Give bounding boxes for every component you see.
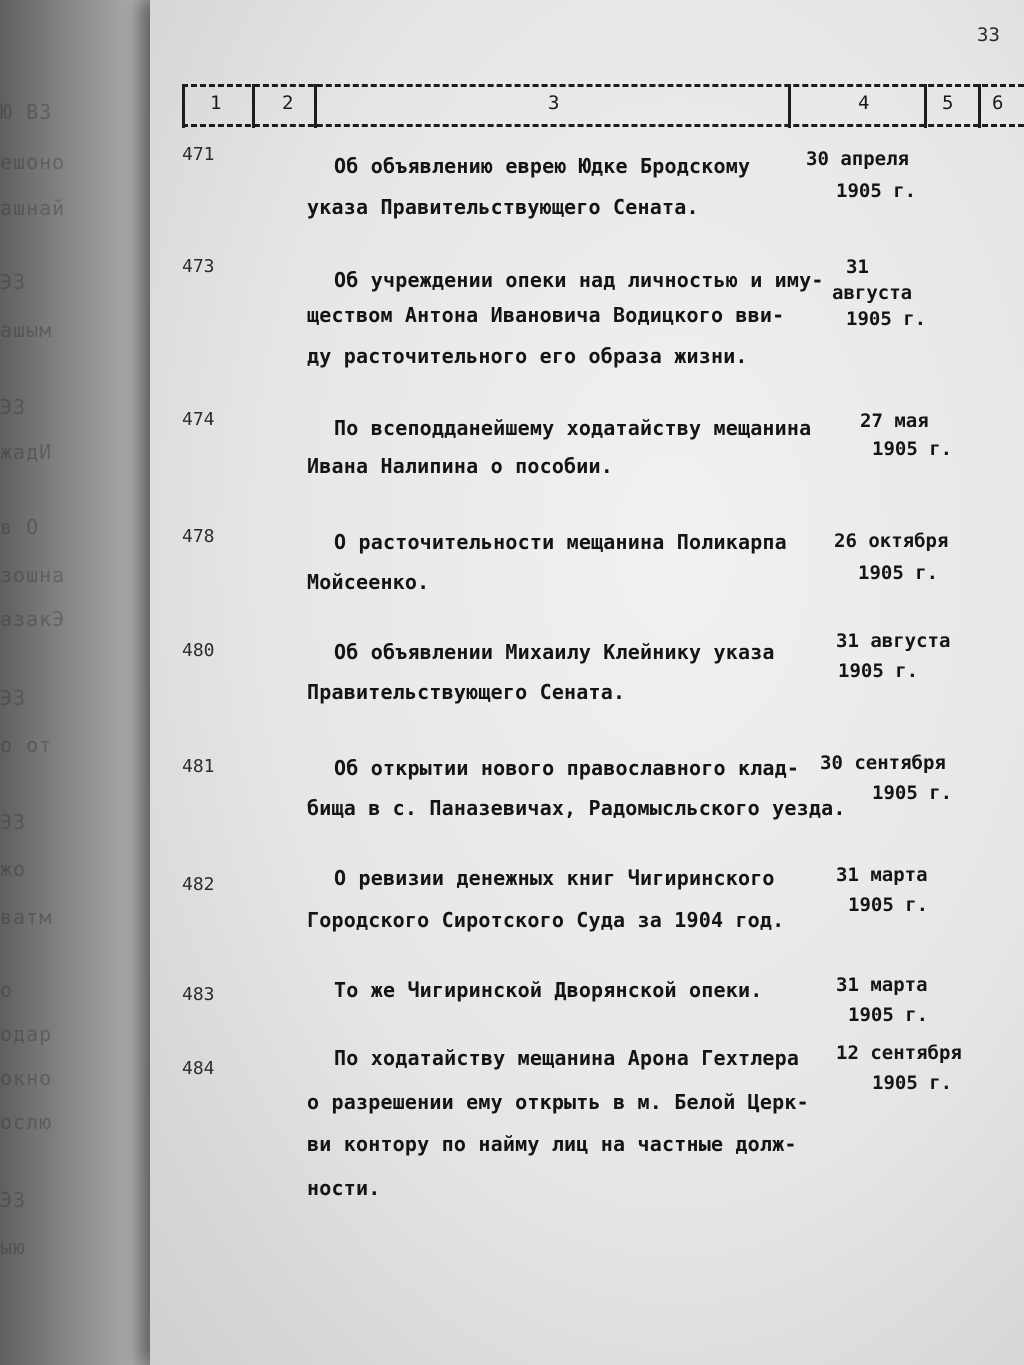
bleed-through-text: жо bbox=[0, 857, 27, 881]
entry-date: 31 августа bbox=[836, 630, 951, 652]
bleed-through-text: ЭЗ bbox=[0, 395, 27, 419]
entry-date: 27 мая bbox=[860, 410, 929, 432]
column-header-4: 4 bbox=[858, 92, 870, 114]
entry-title-line: О расточительности мещанина Поликарпа bbox=[334, 530, 787, 554]
entry-date: 31 bbox=[846, 256, 869, 278]
header-divider bbox=[978, 84, 981, 128]
header-divider bbox=[182, 84, 185, 128]
column-header-6: 6 bbox=[992, 92, 1004, 114]
bleed-through-text: жадИ bbox=[0, 440, 53, 464]
column-header-3: 3 bbox=[548, 92, 560, 114]
entry-title-line: ности. bbox=[307, 1176, 381, 1200]
bleed-through-text: Ю ВЗ bbox=[0, 100, 53, 124]
bleed-through-text: ослю bbox=[0, 1110, 53, 1134]
entry-number: 483 bbox=[182, 984, 215, 1005]
entry-title-line: Об объявлению еврею Юдке Бродскому bbox=[334, 154, 751, 178]
entry-date: 1905 г. bbox=[872, 782, 953, 804]
entry-date: 1905 г. bbox=[858, 562, 939, 584]
header-divider bbox=[788, 84, 791, 128]
entry-date: 1905 г. bbox=[848, 1004, 929, 1026]
entry-number: 478 bbox=[182, 526, 215, 547]
bleed-through-text: о от bbox=[0, 733, 53, 757]
entry-title-line: То же Чигиринской Дворянской опеки. bbox=[334, 978, 763, 1002]
bleed-through-text: ыю bbox=[0, 1235, 27, 1259]
entry-date: 1905 г. bbox=[836, 180, 917, 202]
entry-date: 31 марта bbox=[836, 864, 928, 886]
bleed-through-text: ЭЗ bbox=[0, 810, 27, 834]
bleed-through-text: ЭЗ bbox=[0, 1188, 27, 1212]
entry-title-line: ви контору по найму лиц на частные долж- bbox=[307, 1132, 797, 1156]
header-divider bbox=[252, 84, 255, 128]
entry-number: 480 bbox=[182, 640, 215, 661]
bleed-through-text: ашнай bbox=[0, 196, 66, 220]
entry-title-line: Городского Сиротского Суда за 1904 год. bbox=[307, 908, 785, 932]
entry-title-line: ществом Антона Ивановича Водицкого вви- bbox=[307, 303, 785, 327]
bleed-through-text: ЭЗ bbox=[0, 270, 27, 294]
page-number: 33 bbox=[977, 24, 1000, 46]
entry-date: августа bbox=[832, 282, 913, 304]
entry-date: 31 марта bbox=[836, 974, 928, 996]
entry-number: 474 bbox=[182, 409, 215, 430]
entry-date: 1905 г. bbox=[872, 1072, 953, 1094]
entry-title-line: Правительствующего Сената. bbox=[307, 680, 626, 704]
previous-page-shadow bbox=[0, 0, 165, 1365]
bleed-through-text: ешоно bbox=[0, 150, 66, 174]
entry-number: 473 bbox=[182, 256, 215, 277]
entry-title-line: О ревизии денежных книг Чигиринского bbox=[334, 866, 775, 890]
entry-date: 1905 г. bbox=[848, 894, 929, 916]
entry-title-line: Ивана Налипина о пособии. bbox=[307, 454, 614, 478]
entry-title-line: По ходатайству мещанина Арона Гехтлера bbox=[334, 1046, 800, 1070]
entry-number: 481 bbox=[182, 756, 215, 777]
bleed-through-text: о bbox=[0, 978, 14, 1002]
entry-title-line: Об учреждении опеки над личностью и иму- bbox=[334, 268, 824, 292]
entry-date: 1905 г. bbox=[872, 438, 953, 460]
bleed-through-text: ЭЗ bbox=[0, 686, 27, 710]
bleed-through-text: одар bbox=[0, 1022, 53, 1046]
table-header bbox=[182, 84, 1024, 128]
entry-title-line: ду расточительного его образа жизни. bbox=[307, 344, 748, 368]
entry-number: 471 bbox=[182, 144, 215, 165]
entry-date: 1905 г. bbox=[838, 660, 919, 682]
bleed-through-text: ашым bbox=[0, 318, 53, 342]
entry-date: 26 октября bbox=[834, 530, 949, 552]
entry-date: 30 сентября bbox=[820, 752, 946, 774]
entry-title-line: указа Правительствующего Сената. bbox=[307, 195, 699, 219]
bleed-through-text: ватм bbox=[0, 905, 53, 929]
entry-title-line: Об открытии нового православного клад- bbox=[334, 756, 800, 780]
entry-date: 1905 г. bbox=[846, 308, 927, 330]
entry-title-line: Мойсеенко. bbox=[307, 570, 430, 594]
entry-title-line: Об объявлении Михаилу Клейнику указа bbox=[334, 640, 775, 664]
entry-title-line: бища в с. Паназевичах, Радомысльского уезда. bbox=[307, 796, 846, 820]
entry-title-line: о разрешении ему открыть в м. Белой Церк- bbox=[307, 1090, 809, 1114]
column-header-5: 5 bbox=[942, 92, 954, 114]
header-bottom-border bbox=[182, 124, 1024, 127]
bleed-through-text: зошна bbox=[0, 563, 66, 587]
header-top-border bbox=[182, 84, 1024, 87]
bleed-through-text: в О bbox=[0, 515, 40, 539]
header-divider bbox=[314, 84, 317, 128]
bleed-through-text: окно bbox=[0, 1066, 53, 1090]
header-divider bbox=[924, 84, 927, 128]
entry-date: 12 сентября bbox=[836, 1042, 962, 1064]
bleed-through-text: азакЭ bbox=[0, 607, 66, 631]
entry-number: 482 bbox=[182, 874, 215, 895]
column-header-2: 2 bbox=[282, 92, 294, 114]
entry-date: 30 апреля bbox=[806, 148, 909, 170]
entry-title-line: По всеподданейшему ходатайству мещанина bbox=[334, 416, 812, 440]
entry-number: 484 bbox=[182, 1058, 215, 1079]
column-header-1: 1 bbox=[210, 92, 222, 114]
